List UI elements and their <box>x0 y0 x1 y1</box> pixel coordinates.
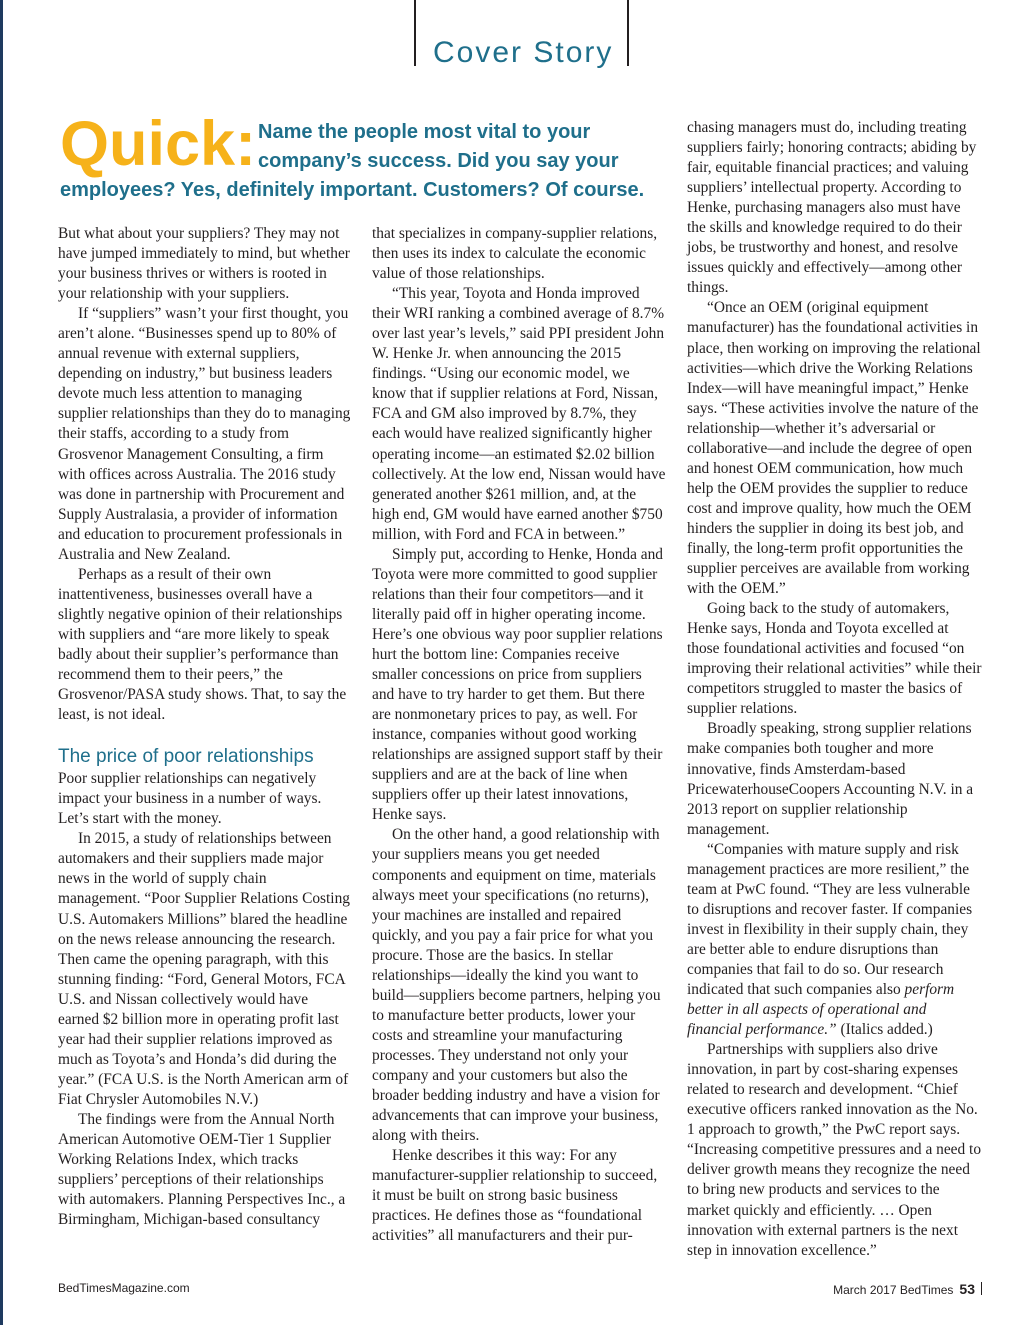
paragraph: Partnerships with suppliers also drive innovation, in part by cost-sharing expenses related to research and development. “Chief executive officers ranked innovation as the No. 1 approach to growth,” the PwC report says. “Increasing competitive pressures and a need to deliver growth means they recognize the need to bring new products and services to the market quickly and efficiently. … Open innovation with external partners is the next step in innovation excellence.” <box>687 1041 982 1259</box>
header-rule-left <box>414 0 416 66</box>
paragraph: Going back to the study of automakers, Henke says, Honda and Toyota excelled at those foundational activities and focused “on improving their relational activities” while their competitors struggled to master the basics of supplier relations. <box>687 600 982 718</box>
text-run: “Companies with mature supply and risk management practices are more resilient,” the team at PwC found. “They are less vulnerable to disruptions and recover faster. If companies invest in flexibility in their supply chain, they are better able to endure disruptions than companies that fail to do so. Our research indicated that such companies also <box>687 840 973 999</box>
paragraph: that specializes in company-supplier relations, then uses its index to calculate the economic value of those relationships. <box>372 225 658 283</box>
section-label: Cover Story <box>433 36 614 69</box>
text-run: (Italics added.) <box>836 1021 933 1039</box>
header-rule-right <box>627 0 629 66</box>
paragraph: chasing managers must do, including treating suppliers fairly; honoring contracts; abiding by fair, equitable financial practices; and valuing suppliers’ intellectual property. According to Henke, purchasing managers also must have the skills and knowledge required to do their jobs, be trustworthy and honest, and resolve issues quickly and effectively—among other things. <box>687 119 977 297</box>
paragraph: In 2015, a study of relationships between automakers and their suppliers made major news in the world of supply chain management. “Poor Supplier Relations Costing U.S. Automakers Millions” blared the headline on the news release announcing the research. Then came the opening paragraph, with this stunning finding: “Ford, General Motors, FCA U.S. and Nissan collectively would have earned $2 billion more in operating profit last year had their supplier relations improved as much as Toyota’s and Honda’s did during the year.” (FCA U.S. is the North American arm of Fiat Chrysler Automobiles N.V.) <box>58 830 350 1108</box>
headline-deck <box>258 118 658 176</box>
paragraph: The findings were from the Annual North American Automotive OEM-Tier 1 Supplier Working Relations Index, which tracks suppliers’ perceptions of their relationships with automakers. Planning Perspectives Inc., a Birmingham, Michigan-based consultancy <box>58 1110 346 1229</box>
footer-issue-label: March 2017 BedTimes <box>833 1283 954 1297</box>
section-subhead: The price of poor relationships <box>58 746 314 768</box>
headline-quick: Quick: <box>60 109 257 179</box>
deck-line: company’s success. Did you say your <box>258 150 619 172</box>
paragraph: Poor supplier relationships can negatively impact your business in a number of ways. Let’s start with the money. <box>58 770 322 828</box>
article-column-1 <box>58 224 351 1230</box>
paragraph: Perhaps as a result of their own inattentiveness, businesses overall have a slightly negative opinion of their relationships with suppliers and “are more likely to speak badly about their supplier’s performance than recommend them to their peers,” the Grosvenor/PASA study shows. That, to say the least, is not ideal. <box>58 565 347 724</box>
article-column-2 <box>372 224 666 1246</box>
paragraph: But what about your suppliers? They may not have jumped immediately to mind, but whether your business thrives or withers is rooted in your relationship with your suppliers. <box>58 225 350 303</box>
article-column-3 <box>687 118 983 1261</box>
paragraph: Simply put, according to Henke, Honda and Toyota were more committed to good supplier relations than their four competitors—and it literally paid off in higher operating income. Here’s one obvious way poor supplier relations hurt the bottom line: Companies receive smaller concessions on price from suppliers and have to try harder to get them. But there are nonmonetary prices to pay, as well. For instance, companies without good working relationships are assigned support staff by their suppliers and are at the back of line when suppliers offer up their latest innovations, Henke says. <box>372 545 663 824</box>
deck-line: Name the people most vital to your <box>258 121 591 143</box>
page-edge-bar <box>0 0 3 1325</box>
paragraph: On the other hand, a good relationship with your suppliers means you get needed components and equipment on time, materials always meet your specifications (no returns), your machines are installed and repaired quickly, and you pay a fair price for what you procure. Those are the basics. In stellar relationships—ideally the kind you want to build—suppliers become partners, helping you to manufacture better products, lower your costs and streamline your manufacturing processes. They understand not only your company and your customers but also the broader bedding industry and have a vision for advancements that can improve your business, along with theirs. <box>372 826 661 1145</box>
paragraph: “This year, Toyota and Honda improved their WRI ranking a combined average of 8.7% over last year’s levels,” said PPI president John W. Henke Jr. when announcing the 2015 findings. “Using our economic model, we know that if supplier relations at Ford, Nissan, FCA and GM also improved by 8.7%, they each would have realized significantly higher operating income—an estimated $2.02 billion collectively. At the low end, Nissan would have generated another $261 million, and, at the high end, GM would have earned another $750 million, with Ford and FCA in between.” <box>372 285 666 543</box>
footer-rule <box>981 1282 982 1295</box>
footer-website: BedTimesMagazine.com <box>58 1281 190 1295</box>
paragraph: “Once an OEM (original equipment manufacturer) has the foundational activities in place, then working on improving the relational activities—which drive the Working Relations Index—will have meaningful impact,” Henke says. “These activities involve the nature of the relationship—whether it’s adversarial or collaborative—and include the degree of open and honest OEM communication, how much help the OEM provides the supplier to reduce cost and improve quality, how much the OEM hinders the supplier in doing its best job, and finally, the long-term profit opportunities the supplier perceives are available from working with the OEM.” <box>687 299 981 598</box>
italic-text: perform better in all aspects of operational and financial performance.” <box>687 981 955 1039</box>
deck-line: employees? Yes, definitely important. Customers? Of course. <box>60 179 645 201</box>
paragraph: If “suppliers” wasn’t your first thought, you aren’t alone. “Businesses spend up to 80% of annual revenue with external suppliers, depending on industry,” but business leaders devote much less attention to managing supplier relationships than they do to managing their staffs, according to a study from Grosvenor Management Consulting, a firm with offices across Australia. The 2016 study was done in partnership with Procurement and Supply Australasia, a provider of information and education to procurement professionals in Australia and New Zealand. <box>58 305 351 563</box>
page-number: 53 <box>959 1281 975 1297</box>
footer-issue <box>833 1281 982 1297</box>
paragraph <box>687 840 983 1040</box>
paragraph: Henke describes it this way: For any manufacturer-supplier relationship to succeed, it must be built on strong basic business practices. He defines those as “foundational activities” all manufacturers and their pur- <box>372 1147 658 1245</box>
paragraph: Broadly speaking, strong supplier relations make companies both tougher and more innovative, finds Amsterdam-based PricewaterhouseCoopers Accounting N.V. in a 2013 report on supplier relationship management. <box>687 720 974 838</box>
